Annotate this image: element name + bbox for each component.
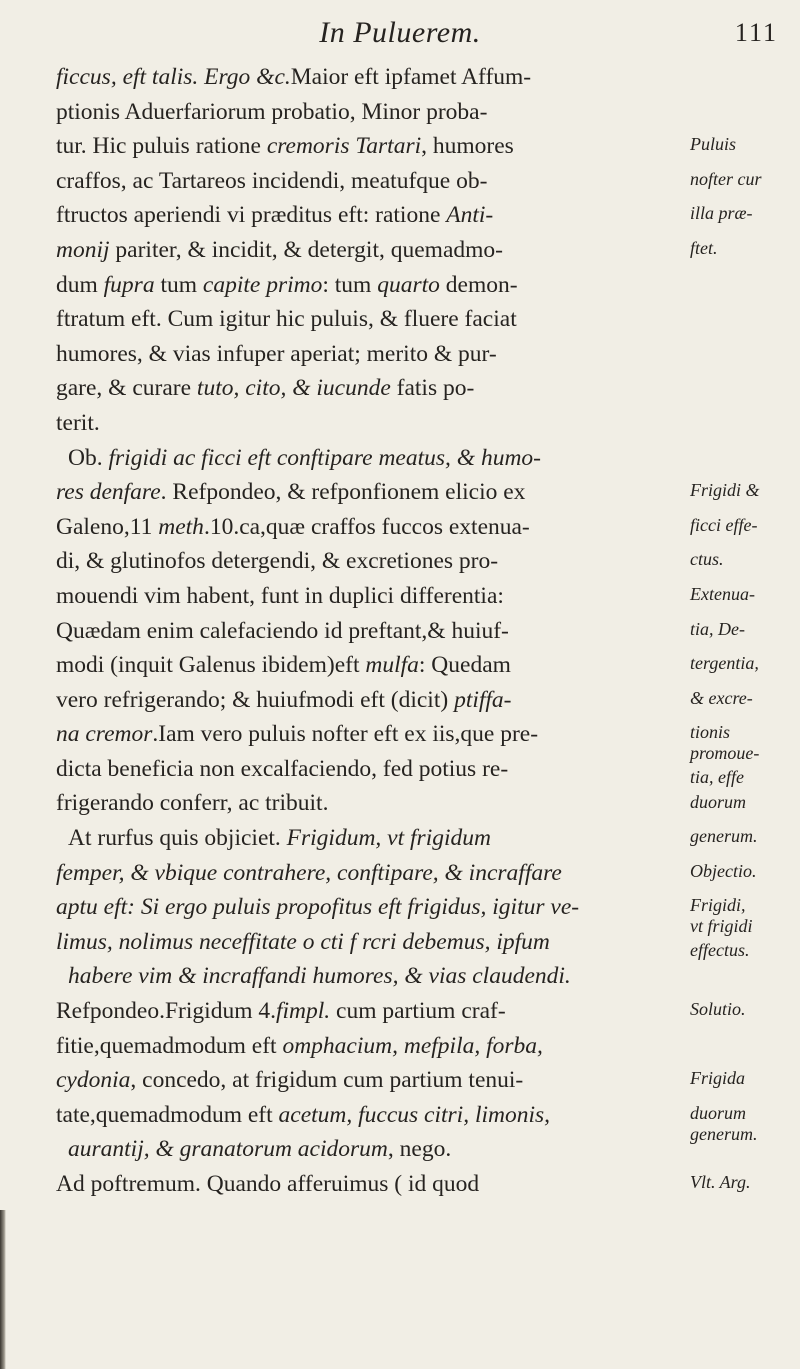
text-line	[56, 60, 686, 95]
margin-note: generum.	[690, 1123, 758, 1144]
roman-text: , concedo, at frigidum cum partium tenui-	[130, 1067, 524, 1094]
margin-note: tia, De-	[690, 618, 745, 639]
roman-text: craffos, ac Tartareos incidendi, meatufque ob-	[56, 167, 488, 194]
italic-text: limus, nolimus neceffitate o cti f rcri debemus, ipfum	[56, 928, 550, 955]
roman-text: At rurfus quis objiciet.	[68, 825, 287, 852]
text-line	[56, 648, 686, 683]
roman-text: cum partium craf-	[330, 998, 506, 1025]
text-line	[56, 890, 686, 925]
text-line	[56, 198, 686, 233]
italic-text: fupra	[103, 271, 155, 298]
roman-text: dum	[56, 271, 104, 298]
margin-note: nofter cur	[690, 168, 762, 189]
roman-text: : tum	[322, 271, 378, 298]
italic-text: Frigidum, vt frigidum	[286, 825, 491, 852]
margin-note: ficci effe-	[690, 514, 758, 535]
text-line	[56, 856, 686, 891]
roman-text: fatis po-	[390, 375, 475, 402]
margin-note: Objectio.	[690, 860, 757, 881]
italic-text: aptu eft: Si ergo puluis propofitus eft frigidus, igitur ve-	[56, 894, 580, 921]
italic-text: ptiffa-	[454, 686, 512, 713]
margin-note: Vlt. Arg.	[690, 1172, 751, 1193]
roman-text: tur. Hic puluis ratione	[56, 133, 267, 160]
margin-note: Puluis	[690, 134, 737, 155]
text-line	[56, 544, 686, 579]
main-text-block	[56, 60, 686, 1202]
margin-note: Solutio.	[690, 999, 746, 1020]
text-line	[56, 268, 686, 303]
text-line	[56, 786, 686, 821]
page-number: 111	[734, 18, 778, 47]
italic-text: femper, & vbique contrahere, conftipare, & incraffare	[56, 859, 562, 886]
italic-text: Anti-	[446, 202, 494, 229]
text-line	[56, 337, 686, 372]
roman-text: terit.	[56, 409, 100, 436]
margin-note: duorum	[690, 791, 747, 812]
roman-text: gare, & curare	[56, 375, 197, 402]
margin-note: ctus.	[690, 549, 724, 570]
roman-text: dicta beneficia non excalfaciendo, fed potius re-	[56, 755, 509, 782]
margin-note: tionis	[690, 722, 731, 743]
roman-text: di, & glutinofos detergendi, & excretiones pro-	[56, 548, 499, 575]
page-edge-shadow	[0, 1210, 6, 1369]
italic-text: tuto, cito, & iucunde	[196, 375, 391, 402]
italic-text: aurantij, & granatorum acidorum	[68, 1136, 388, 1163]
roman-text: mouendi vim habent, funt in duplici differentia:	[56, 582, 504, 609]
roman-text: fitie,quemadmodum eft	[56, 1032, 283, 1059]
text-line	[56, 683, 686, 718]
text-line	[56, 233, 686, 268]
text-line	[56, 821, 686, 856]
margin-note: illa præ-	[690, 203, 753, 224]
text-line	[56, 1167, 686, 1202]
italic-text: capite primo	[202, 271, 323, 298]
roman-text: demon-	[439, 271, 518, 298]
text-line	[56, 302, 686, 337]
text-line	[56, 1098, 686, 1133]
italic-text: omphacium, mefpila, forba,	[282, 1032, 543, 1059]
roman-text: humores, & vias infuper aperiat; merito & pur-	[56, 340, 497, 367]
text-line	[56, 441, 686, 476]
italic-text: cydonia	[56, 1067, 131, 1094]
text-line	[56, 129, 686, 164]
roman-text: ptionis Aduerfariorum probatio, Minor proba-	[56, 98, 488, 125]
text-line	[56, 1063, 686, 1098]
text-line	[56, 406, 686, 441]
margin-note: vt frigidi	[690, 916, 753, 937]
text-line	[56, 614, 686, 649]
italic-text: mulfa	[365, 652, 419, 679]
italic-text: res denfare	[56, 479, 161, 506]
text-line	[56, 752, 686, 787]
margin-note: duorum	[690, 1103, 747, 1123]
margin-note: & excre-	[690, 687, 753, 708]
roman-text: modi (inquit Galenus ibidem)eft	[56, 652, 366, 679]
margin-note: effectus.	[690, 940, 750, 961]
margin-note: Frigidi &	[690, 480, 760, 501]
roman-text: pariter, & incidit, & detergit, quemadmo-	[109, 236, 503, 263]
roman-text: , humores	[421, 133, 514, 160]
margin-note: promoue-	[690, 743, 760, 764]
page-header	[0, 14, 800, 54]
margin-note: ftet.	[690, 238, 718, 258]
text-line	[56, 959, 686, 994]
margin-note: Frigida	[690, 1068, 746, 1089]
text-line	[56, 717, 686, 752]
roman-text: .Iam vero puluis nofter eft ex iis,que pre-	[152, 721, 539, 748]
margin-note: tia, effe	[690, 767, 744, 788]
text-line	[56, 371, 686, 406]
roman-text: Maior eft ipfamet Affum-	[290, 64, 532, 90]
text-line	[56, 475, 686, 510]
text-line	[56, 579, 686, 614]
roman-text: , nego.	[387, 1136, 452, 1163]
italic-text: acetum, fuccus citri, limonis,	[278, 1101, 551, 1128]
roman-text: ftratum eft. Cum igitur hic puluis, & fluere faciat	[56, 306, 517, 333]
text-line	[56, 1029, 686, 1064]
margin-note: Extenua-	[690, 584, 755, 604]
text-line	[56, 1132, 686, 1167]
roman-text: Ad poftremum. Quando afferuimus ( id quod	[56, 1171, 480, 1197]
running-title: In Puluerem.	[319, 16, 481, 49]
italic-text: cremoris Tartari	[266, 133, 422, 160]
italic-text: ficcus, eft talis. Ergo &c.	[56, 64, 291, 90]
text-line	[56, 925, 686, 960]
italic-text: na cremor	[56, 721, 153, 748]
roman-text: Galeno,11	[56, 513, 159, 540]
text-line	[56, 95, 686, 130]
text-line	[56, 164, 686, 199]
roman-text: vero refrigerando; & huiufmodi eft (dicit)	[56, 686, 455, 713]
italic-text: fimpl.	[275, 998, 331, 1025]
italic-text: monij	[56, 236, 110, 263]
roman-text: tate,quemadmodum eft	[56, 1101, 279, 1128]
margin-note: generum.	[690, 826, 758, 847]
margin-note: tergentia,	[690, 653, 759, 674]
text-line	[56, 994, 686, 1029]
italic-text: quarto	[377, 271, 440, 298]
italic-text: frigidi ac ficci eft conftipare meatus, & humo-	[108, 444, 541, 471]
roman-text: Refpondeo.Frigidum 4.	[56, 998, 276, 1025]
roman-text: . Refpondeo, & refponfionem elicio ex	[160, 479, 526, 506]
roman-text: frigerando conferr, ac tribuit.	[56, 790, 329, 817]
roman-text: ftructos aperiendi vi præditus eft: ratione	[56, 202, 447, 229]
roman-text: Quædam enim calefaciendo id preftant,& huiuf-	[56, 617, 509, 644]
text-line	[56, 510, 686, 545]
roman-text: .10.ca,quæ craffos fuccos extenua-	[203, 513, 530, 540]
roman-text: Ob.	[68, 444, 109, 471]
roman-text: : Quedam	[418, 652, 511, 679]
roman-text: tum	[154, 271, 203, 298]
italic-text: meth	[158, 513, 204, 540]
italic-text: habere vim & incraffandi humores, & vias claudendi.	[68, 963, 571, 990]
margin-note: Frigidi,	[690, 895, 746, 916]
